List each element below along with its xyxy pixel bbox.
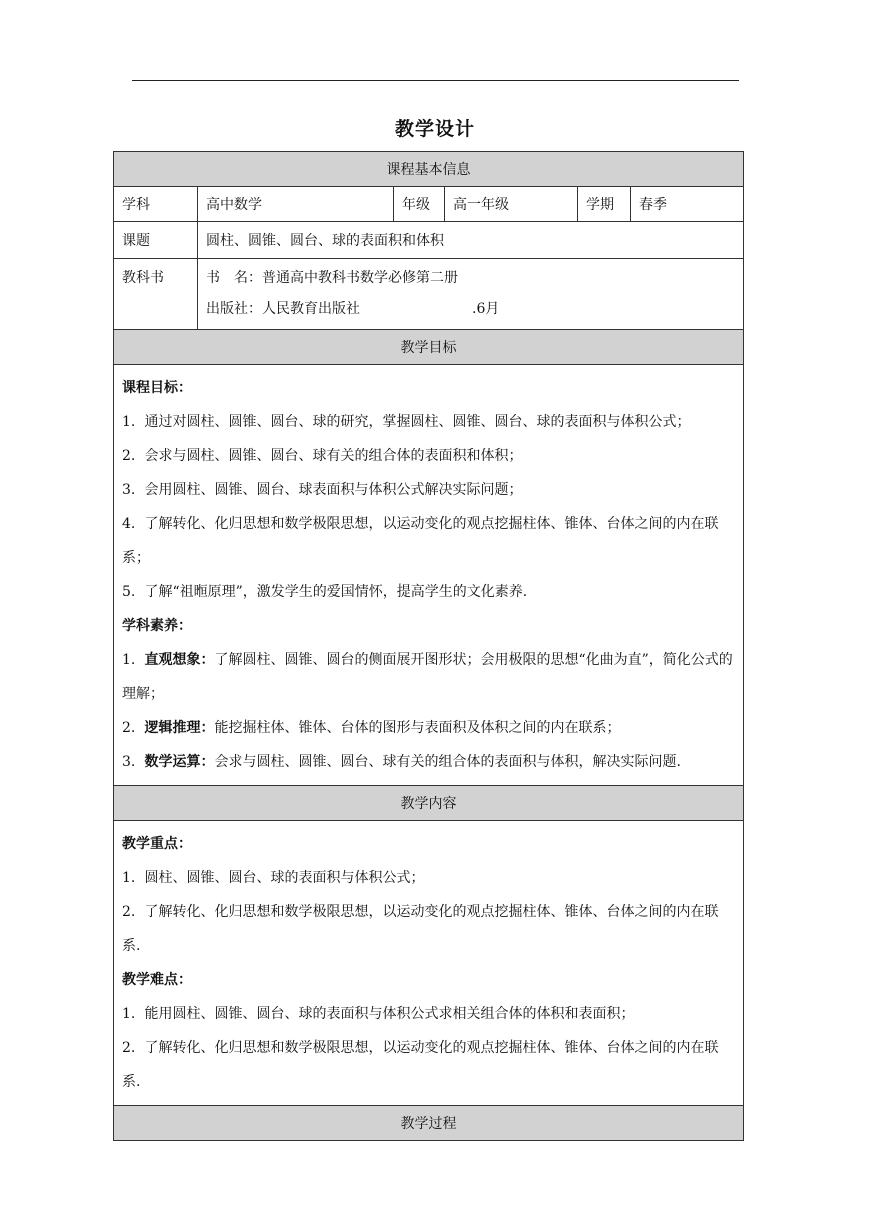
info-row	[114, 187, 744, 222]
difficulties-heading: 教学难点：	[122, 972, 192, 988]
difficulty-item: 2. 了解转化、化归思想和数学极限思想，以运动变化的观点挖掘柱体、锥体、台体之间的内在联系.	[122, 1040, 719, 1090]
topic-row	[114, 222, 744, 259]
course-goal-item: 5. 了解“祖暅原理”，激发学生的爱国情怀，提高学生的文化素养.	[122, 584, 528, 600]
course-goal-item: 1. 通过对圆柱、圆锥、圆台、球的研究，掌握圆柱、圆锥、圆台、球的表面积与体积公式；	[122, 414, 691, 430]
publish-date: .6月	[472, 301, 500, 317]
goals-row	[114, 365, 744, 786]
subject-label: 学科	[114, 187, 198, 222]
literacy-heading: 学科素养：	[122, 618, 192, 634]
difficulty-item: 1. 能用圆柱、圆锥、圆台、球的表面积与体积公式求相关组合体的体积和表面积；	[122, 1006, 635, 1022]
section-basic-info: 课程基本信息	[114, 152, 744, 187]
course-goal-heading: 课程目标：	[122, 380, 192, 396]
key-point-item: 1. 圆柱、圆锥、圆台、球的表面积与体积公式；	[122, 870, 425, 886]
book-name: 书 名：普通高中教科书数学必修第二册	[206, 270, 458, 286]
subject-value: 高中数学	[198, 187, 394, 222]
key-point-item: 2. 了解转化、化归思想和数学极限思想，以运动变化的观点挖掘柱体、锥体、台体之间的内在联系.	[122, 904, 719, 954]
term-value: 春季	[631, 187, 744, 222]
page-title: 教学设计	[394, 118, 475, 140]
top-rule	[132, 80, 739, 81]
section-row	[114, 152, 744, 187]
grade-label: 年级	[394, 187, 445, 222]
literacy-item: 3. 数学运算：会求与圆柱、圆锥、圆台、球有关的组合体的表面积与体积，解决实际问题.	[122, 754, 681, 770]
publisher-name: 出版社：人民教育出版社	[206, 301, 360, 317]
section-goals: 教学目标	[114, 330, 744, 365]
section-process: 教学过程	[114, 1106, 744, 1141]
course-goal-item: 2. 会求与圆柱、圆锥、圆台、球有关的组合体的表面积和体积；	[122, 448, 523, 464]
course-goal-item: 4. 了解转化、化归思想和数学极限思想，以运动变化的观点挖掘柱体、锥体、台体之间的内在联系；	[122, 516, 719, 566]
lesson-design-table	[113, 151, 744, 1141]
section-content: 教学内容	[114, 786, 744, 821]
key-points-heading: 教学重点：	[122, 836, 192, 852]
publisher-line	[206, 294, 735, 325]
section-row	[114, 1106, 744, 1141]
grade-value: 高一年级	[445, 187, 578, 222]
textbook-row	[114, 259, 744, 330]
content-body	[114, 821, 744, 1106]
topic-value: 圆柱、圆锥、圆台、球的表面积和体积	[198, 222, 744, 259]
textbook-info	[198, 259, 744, 330]
goals-body	[114, 365, 744, 786]
term-label: 学期	[578, 187, 631, 222]
topic-label: 课题	[114, 222, 198, 259]
literacy-item: 2. 逻辑推理：能挖掘柱体、锥体、台体的图形与表面积及体积之间的内在联系；	[122, 720, 621, 736]
course-goal-item: 3. 会用圆柱、圆锥、圆台、球表面积与体积公式解决实际问题；	[122, 482, 523, 498]
section-row	[114, 330, 744, 365]
content-row	[114, 821, 744, 1106]
textbook-label: 教科书	[114, 259, 198, 330]
literacy-item: 1. 直观想象：了解圆柱、圆锥、圆台的侧面展开图形状；会用极限的思想“化曲为直”，简化公式的理解；	[122, 652, 733, 702]
section-row	[114, 786, 744, 821]
